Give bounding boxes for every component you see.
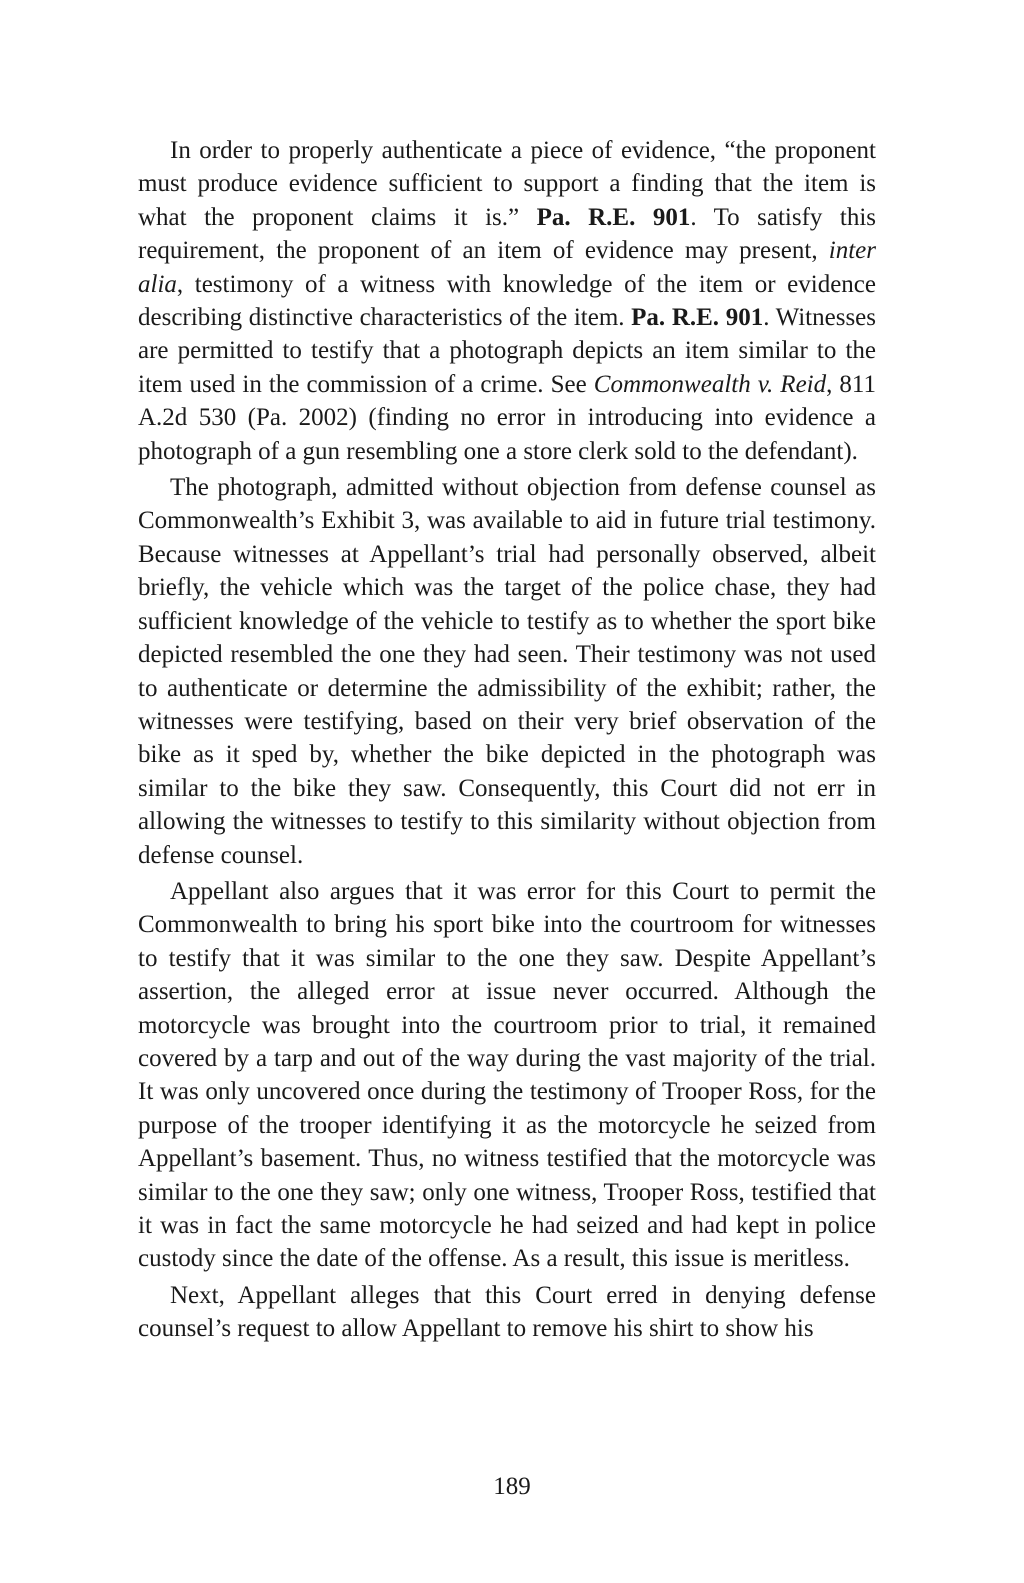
citation-bold: Pa. R.E. 901: [536, 203, 691, 231]
text-run: The photograph, admitted without objection from defense counsel as Commonwealth’s Exhibit 3, was available to aid in future trial testimony. Because witnesses at Appellant’s trial had personally observed, albeit briefly, the vehicle which was the target of the police chase, they had sufficient knowledge of the vehicle to testify as to whether the sport bike depicted resembled the one they had seen. Their testimony was not used to authenticate or determine the admissibility of the exhibit; rather, the witnesses were testifying, based on their very brief observation of the bike as it sped by, whether the bike depicted in the photograph was similar to the bike they saw. Consequently, this Court did not err in allowing the witnesses to testify to this similarity without objection from defense counsel.: [138, 474, 876, 869]
text-run: Appellant also argues that it was error for this Court to permit the Commonwealth to bring his sport bike into the courtroom for witnesses to testify that it was similar to the one they saw. Despite Appellant’s assertion, the alleged error at issue never occurred. Although the motorcycle was brought into the courtroom prior to trial, it remained covered by a tarp and out of the way during the vast majority of the trial. It was only uncovered once during the testimony of Trooper Ross, for the purpose of the trooper identifying it as the motorcycle he seized from Appellant’s basement. Thus, no witness testified that the motorcycle was similar to the one they saw; only one witness, Trooper Ross, testified that it was in fact the same motorcycle he had seized and had kept in police custody since the date of the offense. As a result, this issue is meritless.: [138, 877, 876, 1273]
italic-term: inter alia: [138, 237, 876, 298]
text-run: In order to properly authenticate a piece of evidence, “the proponent must produce evidence sufficient to support a finding that the item is what the proponent claims it is.”: [138, 137, 876, 231]
text-run: Next, Appellant alleges that this Court erred in denying defense counsel’s request to allow Appellant to remove his shirt to show his: [138, 1281, 876, 1343]
text-run: , 811 A.2d 530 (Pa. 2002) (finding no error in introducing into evidence a photograph of a gun resembling one a store clerk sold to the defendant).: [138, 370, 877, 465]
italic-term: Commonwealth v. Reid: [593, 370, 827, 398]
text-run: . To satisfy this requirement, the proponent of an item of evidence may present,: [138, 203, 877, 265]
text-run: . Witnesses are permitted to testify that a photograph depicts an item similar to the item used in the commission of a crime. See: [138, 304, 876, 398]
text-run: , testimony of a witness with knowledge of the item or evidence describing distinctive characteristics of the item.: [138, 270, 876, 332]
paragraph-authentication: [138, 134, 876, 468]
paragraph-sport-bike: [138, 875, 876, 1276]
page-body: [138, 134, 876, 1346]
page-number: 189: [493, 1473, 531, 1500]
paragraph-shirt-request: [138, 1279, 876, 1346]
citation-bold: Pa. R.E. 901: [631, 304, 764, 332]
paragraph-photograph: [138, 471, 876, 872]
